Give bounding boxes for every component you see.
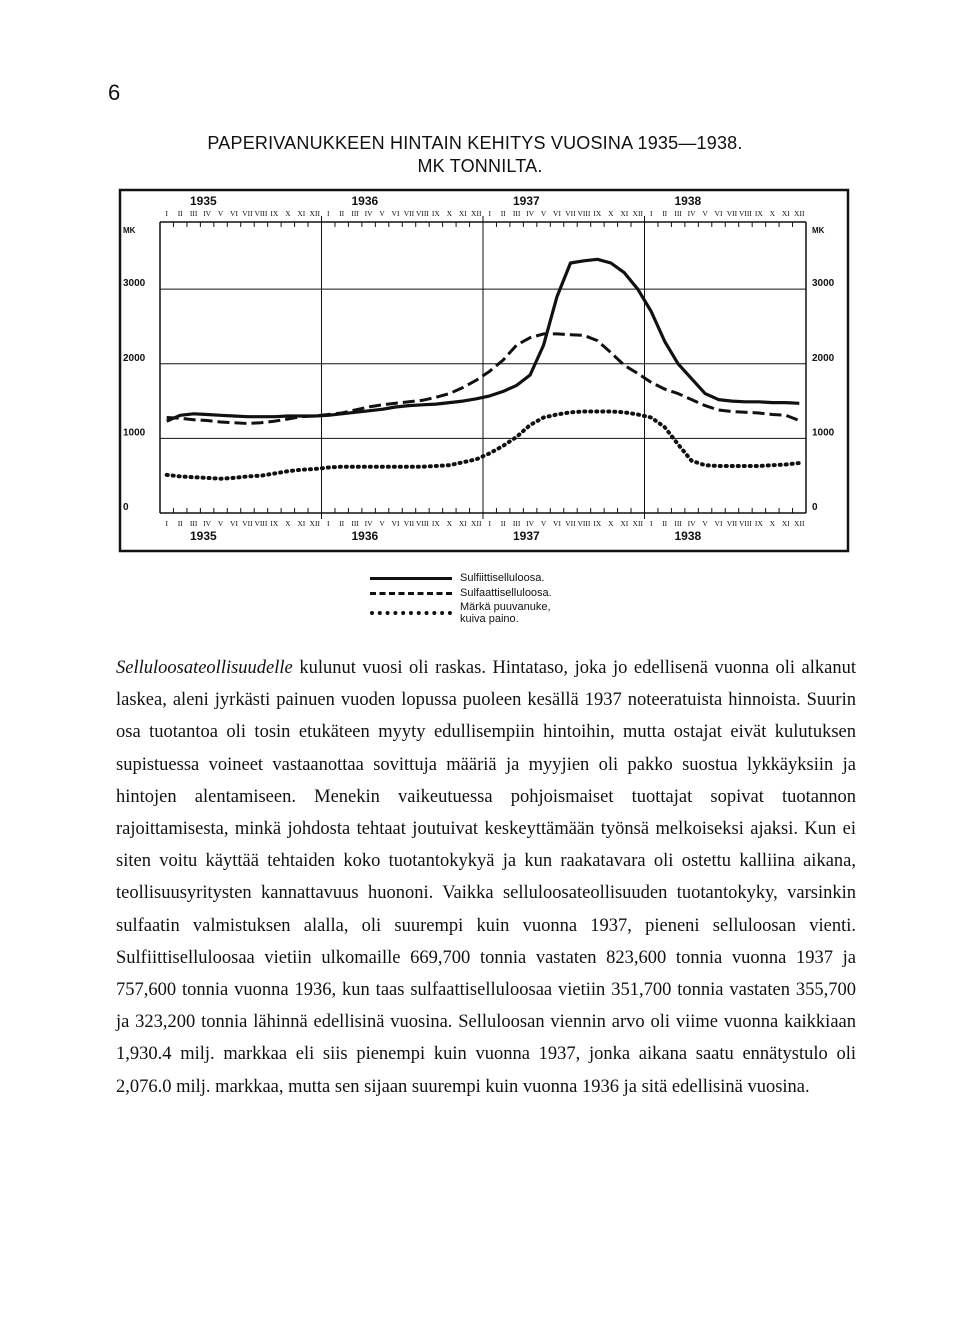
month-label-top: X (769, 209, 776, 218)
month-label-bottom: III (674, 519, 682, 528)
month-label-bottom: VI (230, 519, 238, 528)
month-label-top: VIII (254, 209, 268, 218)
legend-item-sulfite (370, 570, 570, 585)
month-label-top: VIII (415, 209, 429, 218)
month-label-bottom: VII (242, 519, 253, 528)
month-label-top: IV (364, 209, 373, 218)
legend-dotted-line-icon (370, 608, 452, 618)
month-label-bottom: XII (794, 519, 805, 528)
legend-solid-line-icon (370, 573, 452, 583)
month-label-bottom: II (177, 519, 183, 528)
year-label-top: 1936 (351, 194, 379, 208)
month-label-top: VII (565, 209, 576, 218)
chart-area (0, 0, 960, 660)
month-label-bottom: VIII (415, 519, 429, 528)
legend-label: Sulfiittiselluloosa. (460, 571, 545, 584)
year-label-bottom: 1938 (674, 529, 702, 543)
month-label-top: II (177, 209, 183, 218)
month-label-top: VIII (577, 209, 591, 218)
chart-title: PAPERIVANUKKEEN HINTAIN KEHITYS VUOSINA 1935—1938. (207, 133, 743, 153)
y-tick-label-left: 3000 (123, 278, 146, 290)
month-label-bottom: IX (754, 519, 763, 528)
month-label-bottom: IX (431, 519, 440, 528)
month-label-bottom: VII (403, 519, 415, 528)
y-tick-label-right: 2000 (812, 352, 835, 364)
body-text (116, 652, 856, 1103)
month-label-top: V (702, 209, 708, 218)
month-label-top: VI (714, 209, 723, 218)
month-label-bottom: IX (270, 519, 279, 528)
y-tick-label-right: 0 (812, 502, 818, 513)
month-label-top: V (379, 209, 385, 218)
month-label-bottom: IV (364, 519, 373, 528)
month-label-top: I (165, 209, 168, 218)
y-tick-label-right: 3000 (812, 278, 835, 290)
price-chart (0, 0, 960, 660)
month-label-top: VI (553, 209, 561, 218)
y-unit-label-right: MK (812, 226, 825, 235)
year-label-bottom: 1935 (190, 529, 217, 543)
month-label-top: VI (391, 209, 400, 218)
month-label-top: V (217, 209, 224, 218)
month-label-top: IX (593, 209, 602, 218)
month-label-top: IX (270, 209, 279, 218)
month-label-top: IV (526, 209, 535, 218)
month-label-bottom: VI (391, 519, 400, 528)
month-label-bottom: XI (458, 519, 467, 528)
month-label-bottom: IV (687, 519, 696, 528)
month-label-top: XI (781, 209, 790, 218)
month-label-top: XI (620, 209, 629, 218)
month-label-bottom: V (702, 519, 708, 528)
legend-item-wet-pulp (370, 600, 570, 626)
month-label-top: XII (309, 209, 320, 218)
month-label-top: VII (403, 209, 415, 218)
month-label-top: VII (726, 209, 738, 218)
month-label-bottom: II (662, 519, 668, 528)
month-label-top: VIII (738, 209, 752, 218)
month-label-bottom: VII (726, 519, 738, 528)
month-label-bottom: II (500, 519, 506, 528)
month-label-top: I (326, 209, 330, 218)
month-label-bottom: IV (526, 519, 535, 528)
month-label-bottom: VI (553, 519, 561, 528)
month-label-bottom: IV (203, 519, 212, 528)
month-label-top: XII (632, 209, 643, 218)
month-label-bottom: VI (714, 519, 723, 528)
month-label-top: II (662, 209, 668, 218)
month-label-top: IX (431, 209, 440, 218)
chart-subtitle: MK TONNILTA. (417, 156, 543, 176)
month-label-top: III (189, 209, 198, 218)
month-label-bottom: IX (593, 519, 602, 528)
year-label-top: 1935 (190, 194, 217, 208)
month-label-top: XI (297, 209, 306, 218)
y-tick-label-right: 1000 (812, 427, 835, 439)
month-label-bottom: I (326, 519, 330, 528)
body-paragraph-lead: Selluloosateollisuudelle (116, 658, 293, 678)
y-tick-label-left: 2000 (123, 352, 146, 364)
month-label-bottom: X (446, 519, 453, 528)
month-label-top: X (285, 209, 291, 218)
month-label-top: II (339, 209, 345, 218)
month-label-top: X (608, 209, 614, 218)
month-label-bottom: III (512, 519, 521, 528)
month-label-bottom: XII (471, 519, 482, 528)
month-label-bottom: XII (309, 519, 320, 528)
chart-frame (120, 190, 848, 551)
month-label-top: I (649, 209, 653, 218)
month-label-bottom: V (540, 519, 547, 528)
y-tick-label-left: 0 (123, 502, 129, 513)
month-label-top: V (540, 209, 547, 218)
month-label-bottom: V (379, 519, 385, 528)
month-label-bottom: XI (781, 519, 790, 528)
month-label-top: IX (754, 209, 763, 218)
month-label-bottom: III (351, 519, 359, 528)
y-tick-label-left: 1000 (123, 427, 146, 439)
month-label-bottom: I (165, 519, 168, 528)
chart-legend (370, 570, 570, 626)
month-label-top: VI (230, 209, 238, 218)
year-label-bottom: 1936 (351, 529, 379, 543)
month-label-bottom: XII (632, 519, 643, 528)
month-label-top: XI (458, 209, 467, 218)
month-label-bottom: I (488, 519, 491, 528)
month-label-top: VII (242, 209, 253, 218)
legend-label: Märkä puuvanuke, kuiva paino. (460, 601, 551, 625)
legend-dashed-line-icon (370, 588, 452, 598)
year-label-top: 1937 (513, 194, 540, 208)
month-label-bottom: VIII (254, 519, 268, 528)
month-label-top: IV (687, 209, 696, 218)
month-label-top: I (488, 209, 491, 218)
legend-label: Sulfaattiselluloosa. (460, 586, 552, 599)
year-label-bottom: 1937 (513, 529, 540, 543)
month-label-bottom: VIII (738, 519, 752, 528)
body-paragraph (116, 652, 856, 1103)
month-label-top: III (512, 209, 521, 218)
month-label-top: X (446, 209, 453, 218)
month-label-bottom: VII (565, 519, 576, 528)
legend-item-sulfate (370, 585, 570, 600)
month-label-top: XII (794, 209, 805, 218)
month-label-top: XII (471, 209, 482, 218)
y-unit-label-left: MK (123, 226, 136, 235)
month-label-top: IV (203, 209, 212, 218)
month-label-bottom: II (339, 519, 345, 528)
month-label-bottom: I (649, 519, 653, 528)
month-label-bottom: X (608, 519, 614, 528)
month-label-top: II (500, 209, 506, 218)
month-label-top: III (674, 209, 682, 218)
body-paragraph-text: kulunut vuosi oli raskas. Hintataso, joka jo edellisenä vuonna oli alkanut laskea, aleni jyrkästi painuen vuoden lopussa puoleen kesällä 1937 noteeratuista hinnoista. Suurin osa tuotantoa oli tosin etukäteen myyty edullisempiin hintoihin, mutta ostajat eivät kulutuksen supistuessa voineet vastaanottaa sovittuja määriä ja myyjien oli pakko suostua lykkäyksiin ja hintojen alentamiseen. Menekin vaikeutuessa pohjoismaiset tuottajat sopivat tuotannon rajoittamisesta, minkä johdosta tehtaat joutuivat keskeyttämään työnsä melkoiseksi ajaksi. Kun ei siten voitu käyttää tehtaiden koko tuotantokykyä ja kun raakatavara oli ostettu kalliina aikana, teollisuusyritysten kannattavuus huononi. Vaikka selluloosateollisuuden tuotantokyky, varsinkin sulfaatin valmistuksen alalla, oli suurempi kuin vuonna 1937, pieneni selluloosan vienti. Sulfiittiselluloosaa vietiin ulkomaille 669,700 tonnia vastaten 823,600 tonnia vuonna 1937 ja 757,600 tonnia vuonna 1936, kun taas sulfaattiselluloosaa vietiin 351,700 tonnia vastaten 355,700 ja 323,200 tonnia lähinnä edellisinä vuosina. Selluloosan viennin arvo oli viime vuonna kaikkiaan 1,930.4 milj. markkaa eli siis pienempi kuin vuonna 1937, jonka aikana saatu ennätystulo oli 2,076.0 milj. markkaa, mutta sen sijaan suurempi kuin vuonna 1936 ja sitä edellisinä vuosina. (116, 658, 856, 1097)
month-label-bottom: X (769, 519, 776, 528)
month-label-bottom: X (285, 519, 291, 528)
month-label-top: III (351, 209, 359, 218)
month-label-bottom: III (189, 519, 198, 528)
year-label-top: 1938 (674, 194, 702, 208)
month-label-bottom: XI (620, 519, 629, 528)
month-label-bottom: XI (297, 519, 306, 528)
month-label-bottom: VIII (577, 519, 591, 528)
page-number: 6 (108, 80, 121, 105)
month-label-bottom: V (217, 519, 224, 528)
